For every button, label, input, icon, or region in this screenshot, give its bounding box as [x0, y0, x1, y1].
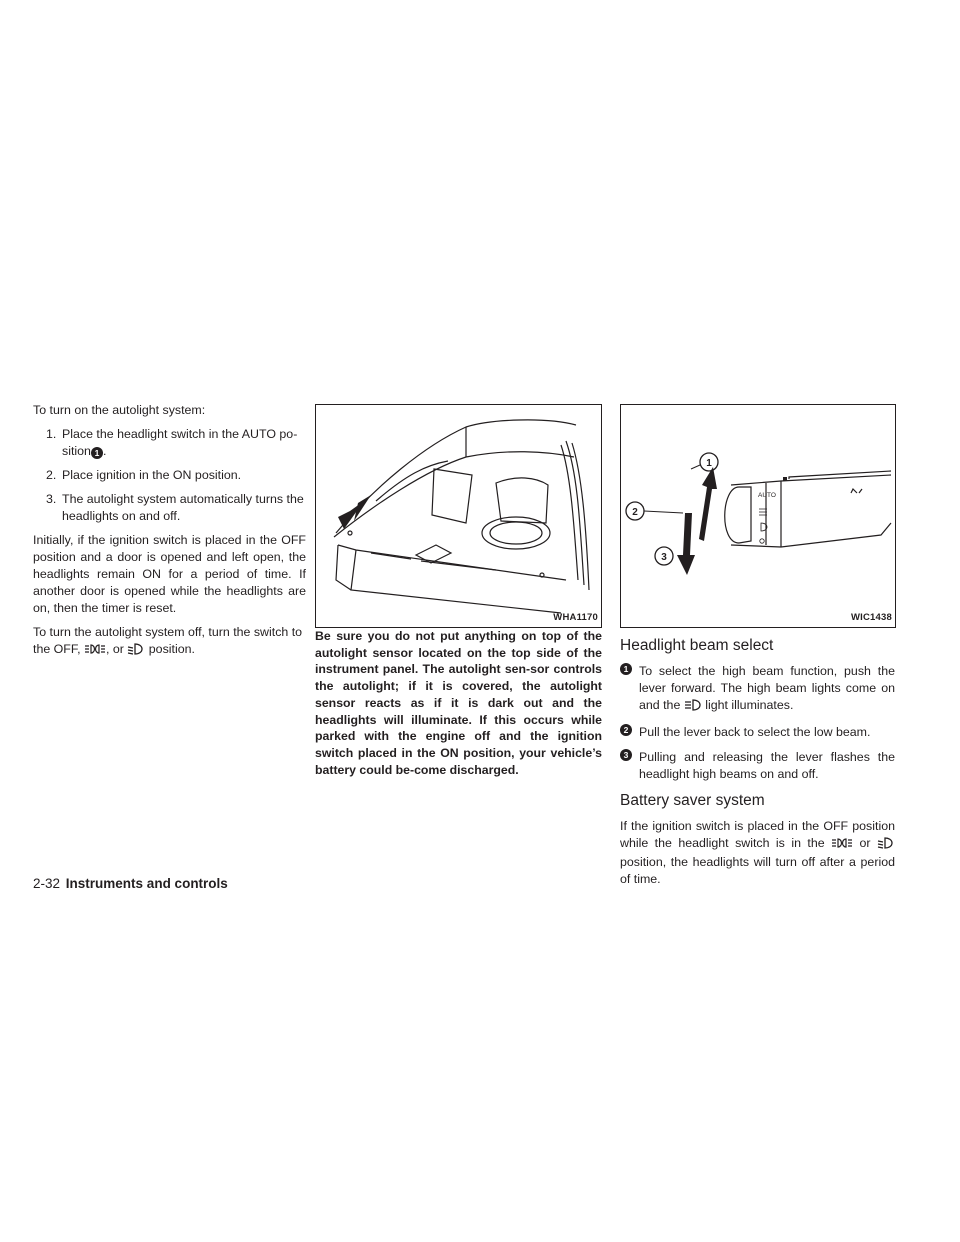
left-column: [33, 402, 306, 667]
headlight-icon: [877, 837, 895, 854]
timer-paragraph: Initially, if the ignition switch is placed in the OFF position and a door is opened and left open, the headlights remain ON for a period of time. If another door is opened while the headlights are on, then the timer is reset.: [33, 533, 306, 615]
beam-item-text: Pull the lever back to select the low beam.: [639, 725, 871, 739]
step-number: 2.: [46, 468, 57, 482]
battery-text-c: position, the headlights will turn off after a period of time.: [620, 855, 895, 886]
off-text-a: To turn the autolight system off, turn the switch to the OFF,: [33, 625, 303, 656]
step-number: 1.: [46, 427, 57, 441]
battery-text-b: or: [859, 836, 871, 850]
autolight-off-paragraph: [33, 624, 306, 660]
step-item: [33, 467, 306, 484]
headlight-icon: [127, 643, 145, 660]
autolight-steps: [33, 426, 306, 525]
step-end: .: [102, 444, 107, 458]
beam-select-heading: Headlight beam select: [620, 637, 774, 654]
lever-drawing: [621, 405, 895, 627]
battery-saver-heading: Battery saver system: [620, 792, 765, 809]
off-text-c: position.: [148, 642, 195, 656]
section-title: Instruments and controls: [65, 876, 228, 891]
beam-item-text: Pulling and releasing the lever flashes the headlight high beams on and off.: [639, 750, 895, 781]
step-number: 3.: [46, 492, 57, 506]
high-beam-indicator-icon: [684, 699, 702, 716]
step-text: The autolight system automatically turns the headlights on and off.: [62, 492, 304, 523]
beam-item-marker: 2: [620, 724, 632, 736]
step-text: Place the headlight switch in the AUTO po-sition: [62, 427, 298, 458]
beam-item-text-end: light illuminates.: [705, 698, 794, 712]
sensor-warning: Be sure you do not put anything on top of the autolight sensor located on the top side of the instrument panel. The autolight sen-sor controls the autolight; if it is covered, the autolight sensor reacts as if it is dark out and the headlights will illuminate. If this occurs while parked with the engine off and the ignition switch placed in the ON position, your vehicle’s battery could be-come discharged.: [315, 629, 602, 777]
figure-code: WIC1438: [850, 612, 892, 623]
right-column: [620, 404, 895, 895]
step-item: [33, 491, 306, 525]
callout-1-marker: 1: [91, 447, 103, 459]
beam-item-marker: 3: [620, 749, 632, 761]
battery-text-a: If the ignition switch is placed in the OFF position while the headlight switch is in the: [620, 819, 895, 850]
battery-saver-paragraph: [620, 818, 895, 888]
beam-item: [620, 724, 895, 741]
callout-1-label: 1: [706, 458, 712, 469]
switch-auto-label: AUTO: [758, 492, 776, 499]
off-text-b: , or: [105, 642, 124, 656]
beam-item: [620, 749, 895, 783]
step-text: Place ignition in the ON position.: [62, 468, 242, 482]
callout-3-label: 3: [661, 552, 667, 563]
dashboard-sensor-illustration: [315, 404, 602, 628]
parking-light-icon: [831, 837, 853, 854]
beam-item: [620, 663, 895, 716]
middle-column: [315, 404, 602, 785]
figure-code: WHA1170: [553, 612, 598, 623]
callout-2-label: 2: [632, 507, 638, 518]
beam-item-marker: 1: [620, 663, 632, 675]
step-item: [33, 426, 306, 460]
headlight-lever-illustration: [620, 404, 896, 628]
parking-light-icon: [84, 643, 106, 660]
beam-item-text: To select the high beam function, push the lever forward. The high beam lights come on and the: [639, 664, 895, 712]
autolight-intro: To turn on the autolight system:: [33, 403, 206, 417]
page-footer: [33, 876, 228, 891]
dashboard-drawing: [316, 405, 601, 627]
page-number: 2-32: [33, 876, 61, 891]
